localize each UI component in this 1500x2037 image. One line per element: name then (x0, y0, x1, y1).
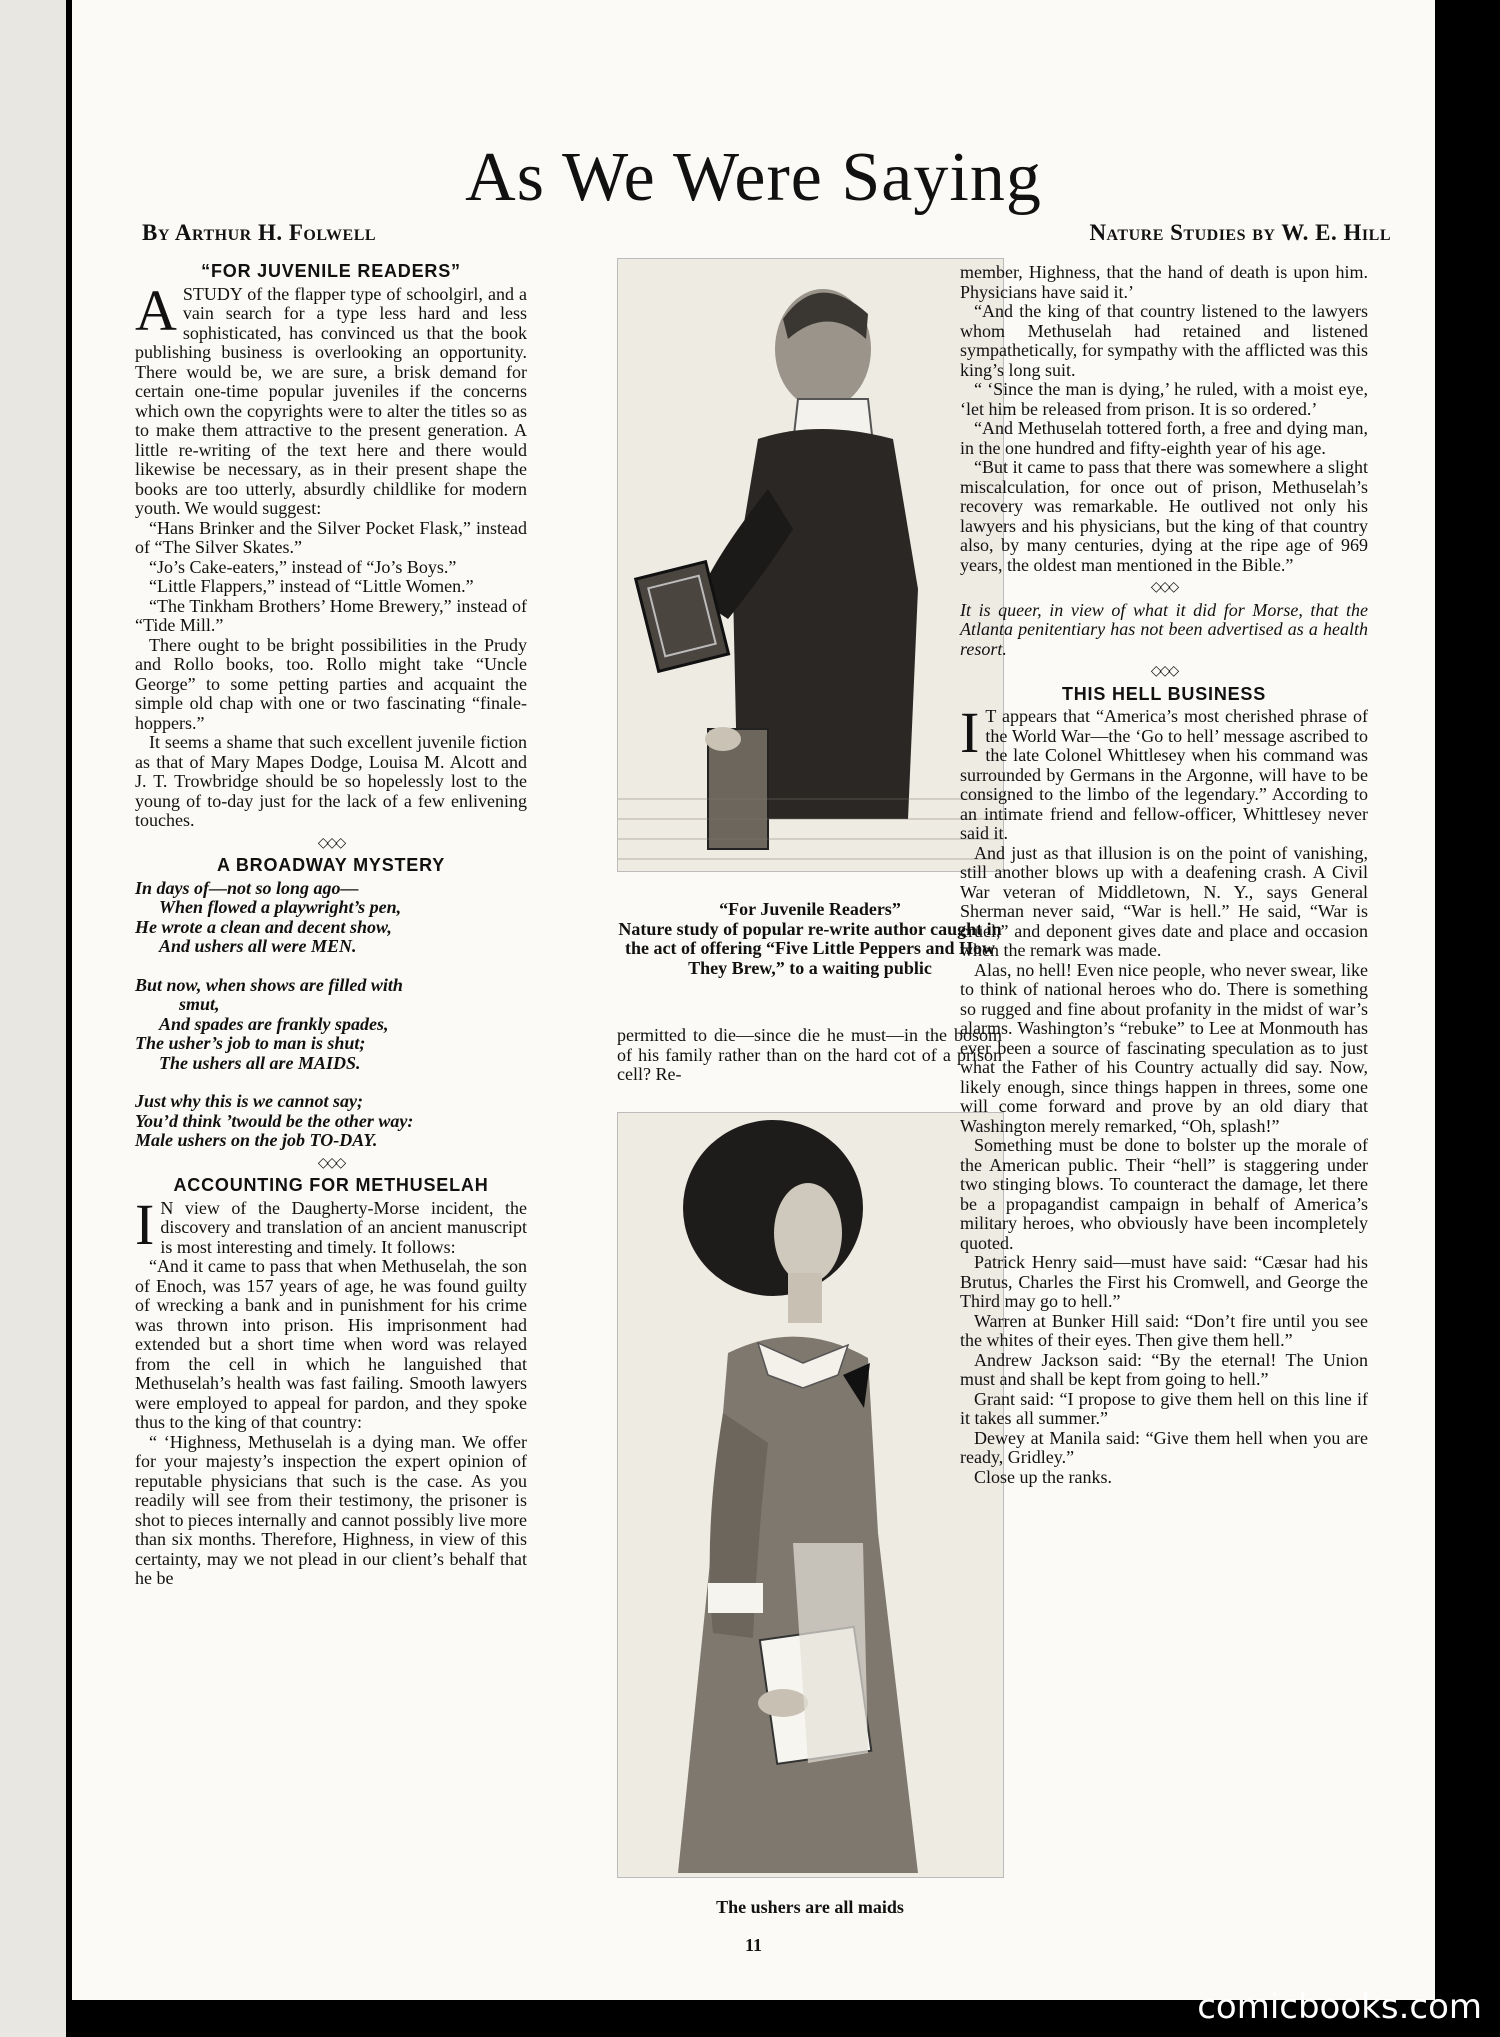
paragraph: Something must be done to bolster up the morale of the American public. Their “hell” is staggering under two stinging blows. To counteract the damage, let there be a propagandist campaign in behalf of America’s military heroes, who obviously have been incompletely quoted. (960, 1135, 1368, 1253)
right-column (960, 263, 1368, 1487)
poem (135, 879, 527, 1151)
paragraph: “But it came to pass that there was somewhere a slight miscalculation, for once out of prison, Methuselah’s recovery was remarkable. He outlived not only his lawyers and his physicians, but the king of that country also, by many centuries, dying at the ripe age of 969 years, the oldest man mentioned in the Bible.” (960, 457, 1368, 575)
man-with-book-icon (618, 259, 1003, 871)
italic-note: It is queer, in view of what it did for Morse, that the Atlanta penitentiary has not been advertised as a health resort. (960, 599, 1368, 659)
verse-line: He wrote a clean and decent show, (135, 916, 392, 937)
paragraph: “The Tinkham Brothers’ Home Brewery,” instead of “Tide Mill.” (135, 595, 527, 635)
watermark: comicbooks.com (1197, 1987, 1482, 2027)
drop-cap: I (960, 700, 980, 765)
continued-text: permitted to die—since die he must—in the bosom of his family rather than on the hard cot of a prison cell? Re- (617, 1025, 1002, 1084)
verse-line: Male ushers on the job TO-DAY. (135, 1130, 378, 1150)
left-column (135, 260, 527, 1589)
ornament-divider: ◇◇◇ (1150, 579, 1178, 595)
illustrator-byline: Nature Studies by W. E. Hill (1089, 220, 1391, 245)
verse-line: In days of—not so long ago— (135, 877, 359, 898)
paragraph: “Little Flappers,” instead of “Little Women.” (149, 576, 474, 596)
drop-cap: A (135, 277, 177, 343)
author-byline: By Arthur H. Folwell (142, 220, 377, 245)
paragraph: Alas, no hell! Even nice people, who never swear, like to think of national heroes who do. There is something so rugged and fine about profanity in the midst of war’s alarms. Washington’s “rebuke” to Lee at Monmouth has ever been a source of fascinating speculation as to just what the Father of his Country actually did say. Now, likely enough, since things happen in threes, some one will come forward and prove by an old diary that Washington merely remarked, “Oh, splash!” (960, 959, 1368, 1136)
section-heading: THIS HELL BUSINESS (1061, 683, 1267, 704)
paragraph: “And it came to pass that when Methuselah, the son of Enoch, was 157 years of age, he was found guilty of wrecking a bank and in punishment for his crime was thrown into prison. His imprisonment had extended but a short time when word was relayed from the cell in which he languished that Methuselah’s health was fast failing. Smooth lawyers were employed to appeal for pardon, and they spoke thus to the king of that country: (135, 1256, 527, 1432)
verse-line: Just why this is we cannot say; (135, 1091, 364, 1111)
magazine-page (72, 0, 1435, 2000)
paragraph: “And the king of that country listened to the lawyers whom Methuselah had retained and listened sympathetically, for sympathy with the afflicted was this king’s long suit. (960, 301, 1368, 380)
verse-line: You’d think ’twould be the other way: (135, 1110, 414, 1131)
paragraph: “Hans Brinker and the Silver Pocket Flask,” instead of “The Silver Skates.” (135, 517, 527, 557)
paragraph: I T appears that “America’s most cherished phrase of the World War—the ‘Go to hell’ message ascribed to the late Colonel Whittlesey when his command was surrounded by Germans in the Argonne, will have to be consigned to the limbo of the legendary.” According to an intimate friend and fellow-officer, Whittlesey never said it. (960, 700, 1368, 843)
caption-title: “For Juvenile Readers” (719, 899, 901, 919)
verse-line: But now, when shows are filled with (135, 974, 403, 995)
paragraph: Warren at Bunker Hill said: “Don’t fire until you see the whites of their eyes. Then give them hell.” (960, 1310, 1368, 1350)
verse-line: And ushers all were MEN. (159, 936, 357, 956)
page-title: As We Were Saying (465, 139, 1042, 216)
ornament-divider: ◇◇◇ (317, 834, 345, 851)
page-number: 11 (744, 1935, 762, 1955)
paragraph: Grant said: “I propose to give them hell on this line if it takes all summer.” (960, 1388, 1368, 1428)
ornament-divider: ◇◇◇ (317, 1154, 345, 1171)
paragraph: And just as that illusion is on the point of vanishing, still another blows up with a deafening crash. A Civil War veteran of Middletown, N. Y., says General Sherman never said, “War is hell.” He said, “War is cruel,” and deponent gives date and place and occasion when the remark was made. (960, 842, 1368, 960)
illustration-caption (610, 900, 1010, 978)
illustration-caption: The ushers are all maids (716, 1897, 904, 1917)
paragraph: “And Methuselah tottered forth, a free and dying man, in the one hundred and fifty-eighth year of his age. (960, 418, 1368, 458)
verse-line: When flowed a playwright’s pen, (159, 897, 402, 917)
paragraph: Close up the ranks. (974, 1466, 1112, 1487)
section-heading: ACCOUNTING FOR METHUSELAH (173, 1175, 489, 1195)
section-heading: “FOR JUVENILE READERS” (201, 261, 461, 281)
illustration-usherette (617, 1112, 1004, 1878)
paragraph: ASTUDY of the flapper type of schoolgirl, and a vain search for a type less hard and less sophisticated, has convinced us that the book publishing business is overlooking an opportunity. There would be, we are sure, a brisk demand for certain one-time popular juveniles if the concerns which own the copyrights were to alter the titles so as to make them attractive to the present generation. A little re-writing of the text here and there would likewise be necessary, as in their present shape the books are too utterly, absurdly childlike for modern youth. We would suggest: (135, 277, 527, 518)
paragraph: Dewey at Manila said: “Give them hell when you are ready, Gridley.” (960, 1427, 1368, 1467)
paragraph: There ought to be bright possibilities in the Prudy and Rollo books, too. Rollo might take “Uncle George” to some petting parties and acquaint the simple old chap with one or two fascinating “finale-hoppers.” (135, 634, 527, 733)
section-heading: A BROADWAY MYSTERY (216, 855, 446, 875)
paragraph: member, Highness, that the hand of death is upon him. Physicians have said it.’ (960, 262, 1368, 302)
ornament-divider: ◇◇◇ (1150, 663, 1178, 679)
paragraph: Andrew Jackson said: “By the eternal! The Union must and shall be kept from going to hell.” (960, 1349, 1368, 1389)
paragraph: I N view of the Daugherty-Morse incident, the discovery and translation of an ancient manuscript is most interesting and timely. It follows: (135, 1191, 527, 1257)
verse-line: And spades are frankly spades, (159, 1013, 389, 1034)
drop-cap: I (135, 1191, 155, 1257)
verse-line: The ushers all are MAIDS. (159, 1052, 361, 1073)
verse-line: smut, (179, 994, 220, 1014)
caption-text: Nature study of popular re-write author caught in the act of offering “Five Little Peppers and How They Brew,” to a waiting public (618, 918, 1002, 978)
paragraph: It seems a shame that such excellent juvenile fiction as that of Mary Mapes Dodge, Louisa M. Alcott and J. T. Trowbridge should be so hopelessly lost to the young of to-day just for the lack of a few enlivening touches. (135, 732, 527, 830)
illustration-author (617, 258, 1004, 872)
paragraph: “Jo’s Cake-eaters,” instead of “Jo’s Boys.” (149, 556, 457, 577)
verse-line: The usher’s job to man is shut; (135, 1033, 366, 1053)
left-page-edge (0, 0, 72, 2037)
paragraph: “ ‘Highness, Methuselah is a dying man. We offer for your majesty’s inspection the expert opinion of reputable physicians that such is the case. As you readily will see from their testimony, the prisoner is shot to pieces internally and cannot possibly live more than six months. Therefore, Highness, in view of this certainty, may we not plead in our client’s behalf that he be (135, 1431, 527, 1588)
right-page-edge (1435, 0, 1500, 2037)
woman-usher-icon (618, 1113, 1003, 1877)
paragraph: Patrick Henry said—must have said: “Cæsar had his Brutus, Charles the First his Cromwell, and George the Third may go to hell.” (960, 1252, 1368, 1311)
paragraph: “ ‘Since the man is dying,’ he ruled, with a moist eye, ‘let him be released from prison. It is so ordered.’ (960, 379, 1368, 419)
